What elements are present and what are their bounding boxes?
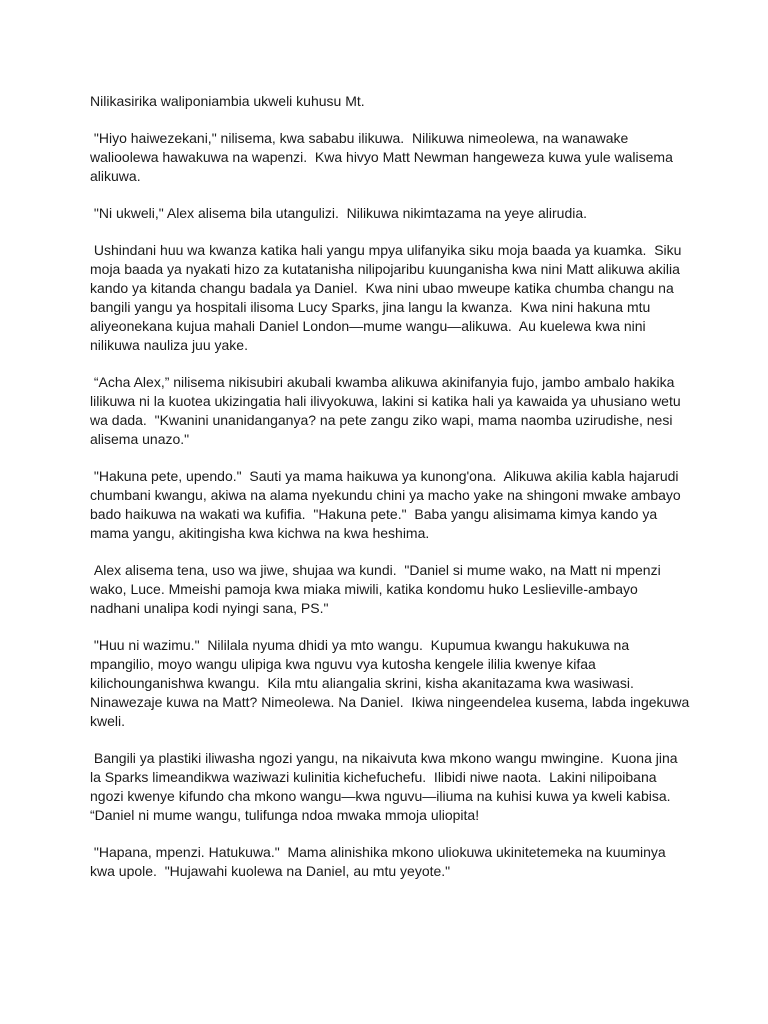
paragraph-1: Nilikasirika waliponiambia ukweli kuhusu Mt. bbox=[90, 93, 365, 109]
paragraph-6: "Hakuna pete, upendo." Sauti ya mama haikuwa ya kunong'ona. Alikuwa akilia kabla hajarudi chumbani kwangu, akiwa na alama nyekundu chini ya macho yake na shingoni mwake ambayo bado haikuwa na wakati wa kufifia. "Hakuna pete." Baba yangu alisimama kimya kando ya mama yangu, akitingisha kwa kichwa na kwa heshima. bbox=[90, 468, 685, 541]
paragraph-10: "Hapana, mpenzi. Hatukuwa." Mama alinishika mkono uliokuwa ukinitetemeka na kuuminya kwa upole. "Hujawahi kuolewa na Daniel, au mtu yeyote." bbox=[90, 844, 670, 879]
paragraph-4: Ushindani huu wa kwanza katika hali yangu mpya ulifanyika siku moja baada ya kuamka. Siku moja baada ya nyakati hizo za kutatanisha nilipojaribu kuunganisha kwa nini Matt alikuwa akilia kando ya kitanda changu badala ya Daniel. Kwa nini ubao mweupe katika chumba changu na bangili yangu ya hospitali ilisoma Lucy Sparks, jina langu la kwanza. Kwa nini hakuna mtu aliyeonekana kujua mahali Daniel London—mume wangu—alikuwa. Au kuelewa kwa nini nilikuwa nauliza juu yake. bbox=[90, 242, 686, 353]
paragraph-9: Bangili ya plastiki iliwasha ngozi yangu, na nikaivuta kwa mkono wangu mwingine. Kuona jina la Sparks limeandikwa waziwazi kulinitia kichefuchefu. Ilibidi niwe naota. Lakini nilipoibana ngozi kwenye kifundo cha mkono wangu—kwa nguvu—iliuma na kuhisi kuwa ya kweli kabisa. “Daniel ni mume wangu, tulifunga ndoa mwaka mmoja uliopita! bbox=[90, 750, 682, 823]
document-page bbox=[90, 92, 694, 899]
paragraph-8: "Huu ni wazimu." Nililala nyuma dhidi ya mto wangu. Kupumua kwangu hakukuwa na mpangilio, moyo wangu ulipiga kwa nguvu vya kutosha kengele ililia kwenye kifaa kilichounganishwa kwangu. Kila mtu aliangalia skrini, kisha akanitazama kwa wasiwasi. Ninawezaje kuwa na Matt? Nimeolewa. Na Daniel. Ikiwa ningeendelea kusema, labda ingekuwa kweli. bbox=[90, 637, 694, 729]
paragraph-7: Alex alisema tena, uso wa jiwe, shujaa wa kundi. "Daniel si mume wako, na Matt ni mpenzi wako, Luce. Mmeishi pamoja kwa miaka miwili, katika kondomu huko Leslieville-ambayo nadhani unalipa kodi nyingi sana, PS." bbox=[90, 562, 665, 616]
paragraph-3: "Ni ukweli," Alex alisema bila utangulizi. Nilikuwa nikimtazama na yeye alirudia. bbox=[90, 205, 588, 221]
paragraph-5: “Acha Alex,” nilisema nikisubiri akubali kwamba alikuwa akinifanyia fujo, jambo ambalo hakika lilikuwa ni la kuotea ukizingatia hali ilivyokuwa, lakini si katika hali ya kawaida ya uhusiano wetu wa dada. "Kwanini unanidanganya? na pete zangu ziko wapi, mama naomba uzirudishe, nesi alisema unazo." bbox=[90, 374, 685, 447]
paragraph-2: "Hiyo haiwezekani," nilisema, kwa sababu ilikuwa. Nilikuwa nimeolewa, na wanawake walioolewa hawakuwa na wapenzi. Kwa hivyo Matt Newman hangeweza kuwa yule walisema alikuwa. bbox=[90, 130, 677, 184]
